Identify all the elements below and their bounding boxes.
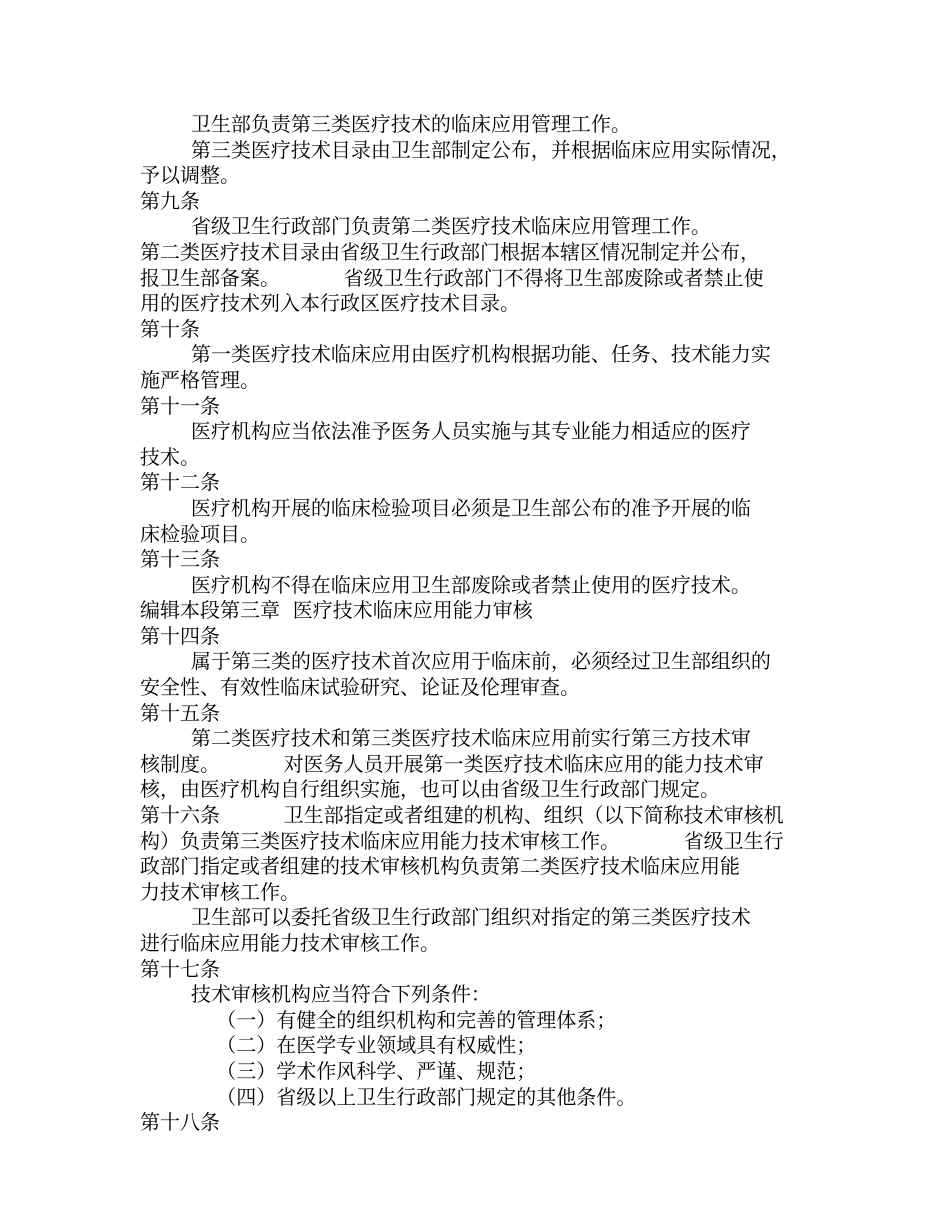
text-line: 医疗机构不得在临床应用卫生部废除或者禁止使用的医疗技术。 [140,572,751,597]
text-line: 政部门指定或者组建的技术审核机构负责第二类医疗技术临床应用能 [140,854,740,879]
text-line: 技术审核机构应当符合下列条件： [140,982,491,1007]
text-line: 第二类医疗技术和第三类医疗技术临床应用前实行第三方技术审 [140,726,751,751]
text-line: 第十八条 [140,1110,220,1135]
text-line: （三）学术作风科学、严谨、规范； [140,1058,537,1083]
text-line: 第二类医疗技术目录由省级卫生行政部门根据本辖区情况制定并公布， [140,239,760,264]
text-line: 报卫生部备案。 省级卫生行政部门不得将卫生部废除或者禁止使 [140,265,764,290]
text-line: 第十一条 [140,393,220,418]
text-line: 第十四条 [140,623,220,648]
text-line: 用的医疗技术列入本行政区医疗技术目录。 [140,291,520,316]
text-line: 安全性、有效性临床试验研究、论证及伦理审查。 [140,675,580,700]
text-line: 第十三条 [140,547,220,572]
text-line: （四）省级以上卫生行政部门规定的其他条件。 [140,1084,637,1109]
text-line: （一）有健全的组织机构和完善的管理体系； [140,1007,617,1032]
text-line: 核，由医疗机构自行组织实施，也可以由省级卫生行政部门规定。 [140,777,720,802]
text-line: 省级卫生行政部门负责第二类医疗技术临床应用管理工作。 [140,214,711,239]
text-line: 医疗机构应当依法准予医务人员实施与其专业能力相适应的医疗 [140,419,751,444]
text-line: 技术。 [140,444,200,469]
text-line: 第三类医疗技术目录由卫生部制定公布，并根据临床应用实际情况， [140,137,791,162]
text-line: 第十条 [140,316,200,341]
text-line: 第十二条 [140,470,220,495]
text-line: 构）负责第三类医疗技术临床应用能力技术审核工作。 省级卫生行 [140,828,784,853]
text-line: 第九条 [140,188,200,213]
text-line: 予以调整。 [140,163,240,188]
text-line: 第十七条 [140,956,220,981]
text-line: （二）在医学专业领域具有权威性； [140,1033,537,1058]
text-line: 卫生部可以委托省级卫生行政部门组织对指定的第三类医疗技术 [140,905,751,930]
text-line: 核制度。 对医务人员开展第一类医疗技术临床应用的能力技术审 [140,751,764,776]
text-line: 第一类医疗技术临床应用由医疗机构根据功能、任务、技术能力实 [140,342,771,367]
text-line: 属于第三类的医疗技术首次应用于临床前，必须经过卫生部组织的 [140,649,771,674]
text-line: 第十六条 卫生部指定或者组建的机构、组织（以下简称技术审核机 [140,803,784,828]
text-line: 力技术审核工作。 [140,879,300,904]
text-line: 床检验项目。 [140,521,260,546]
text-line: 医疗机构开展的临床检验项目必须是卫生部公布的准予开展的临 [140,495,751,520]
text-line: 施严格管理。 [140,367,260,392]
text-line: 进行临床应用能力技术审核工作。 [140,931,440,955]
text-line: 编辑本段第三章 医疗技术临床应用能力审核 [140,598,533,623]
text-line: 第十五条 [140,700,220,725]
text-line: 卫生部负责第三类医疗技术的临床应用管理工作。 [140,112,631,136]
document-body [140,112,820,1136]
